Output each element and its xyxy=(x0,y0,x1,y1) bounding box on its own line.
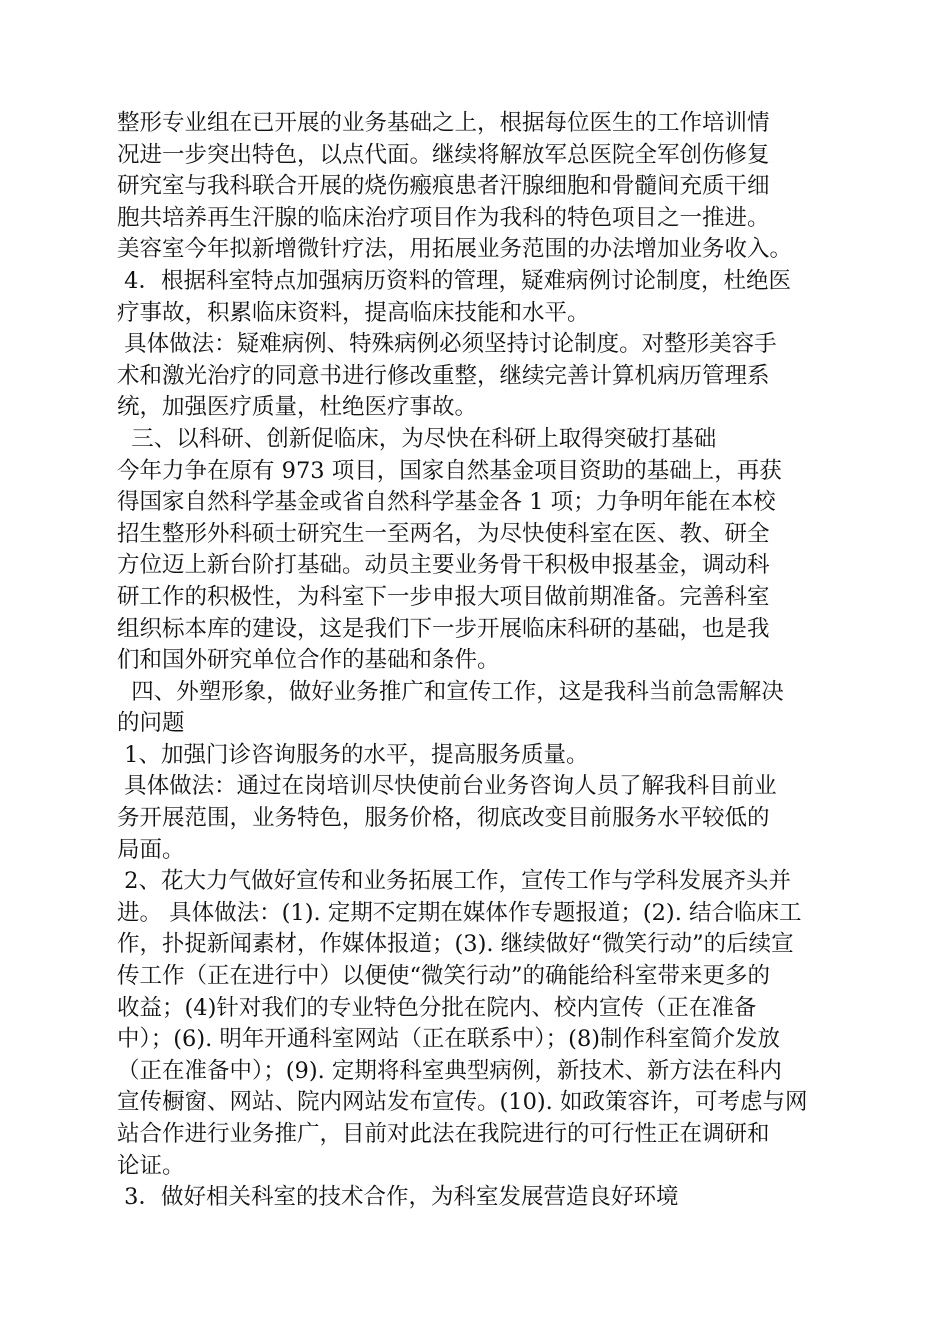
body-line: 2、花大力气做好宣传和业务拓展工作，宣传工作与学科发展齐头并 xyxy=(117,868,791,895)
body-line: 研究室与我科联合开展的烧伤瘢痕患者汗腺细胞和骨髓间充质干细 xyxy=(117,173,770,200)
section-heading-line: 的问题 xyxy=(117,710,185,737)
body-line: 疗事故，积累临床资料，提高临床技能和水平。 xyxy=(117,299,590,326)
body-line: 局面。 xyxy=(117,836,185,863)
document-body xyxy=(117,108,877,1214)
body-line: 况进一步突出特色，以点代面。继续将解放军总医院全军创伤修复 xyxy=(117,141,770,168)
body-line: 研工作的积极性，为科室下一步申报大项目做前期准备。完善科室 xyxy=(117,583,770,610)
body-line: 组织标本库的建设，这是我们下一步开展临床科研的基础，也是我 xyxy=(117,615,770,642)
section-heading-line: 四、外塑形象，做好业务推广和宣传工作，这是我科当前急需解决 xyxy=(117,678,784,705)
body-line: 作，扑捉新闻素材，作媒体报道；(3). 继续做好“微笑行动”的后续宣 xyxy=(117,931,794,958)
body-line: 4．根据科室特点加强病历资料的管理，疑难病例讨论制度，杜绝医 xyxy=(117,267,791,294)
body-line: 具体做法：通过在岗培训尽快使前台业务咨询人员了解我科目前业 xyxy=(117,773,777,800)
body-line: （正在准备中）；(9). 定期将科室典型病例，新技术、新方法在科内 xyxy=(117,1057,782,1084)
body-line: 具体做法：疑难病例、特殊病例必须坚持讨论制度。对整形美容手 xyxy=(117,331,777,358)
body-line: 术和激光治疗的同意书进行修改重整，继续完善计算机病历管理系 xyxy=(117,362,770,389)
body-line: 得国家自然科学基金或省自然科学基金各 1 项；力争明年能在本校 xyxy=(117,489,776,516)
body-line: 传工作（正在进行中）以便使“微笑行动”的确能给科室带来更多的 xyxy=(117,963,771,990)
body-line: 美容室今年拟新增微针疗法，用拓展业务范围的办法增加业务收入。 xyxy=(117,236,793,263)
body-line: 胞共培养再生汗腺的临床治疗项目作为我科的特色项目之一推进。 xyxy=(117,204,770,231)
body-line: 们和国外研究单位合作的基础和条件。 xyxy=(117,647,500,674)
body-line: 站合作进行业务推广，目前对此法在我院进行的可行性正在调研和 xyxy=(117,1121,770,1147)
body-line: 中）；(6). 明年开通科室网站（正在联系中）；(8)制作科室简介发放 xyxy=(117,1026,781,1053)
section-heading-line: 三、以科研、创新促临床，为尽快在科研上取得突破打基础 xyxy=(117,425,717,452)
body-line: 1、加强门诊咨询服务的水平，提高服务质量。 xyxy=(117,741,589,768)
body-line: 3．做好相关科室的技术合作，为科室发展营造良好环境 xyxy=(117,1184,679,1211)
body-line: 论证。 xyxy=(117,1152,185,1179)
body-line: 招生整形外科硕士研究生一至两名，为尽快使科室在医、教、研全 xyxy=(117,520,770,547)
body-line: 整形专业组在已开展的业务基础之上，根据每位医生的工作培训情 xyxy=(117,110,770,136)
body-line: 务开展范围，业务特色，服务价格，彻底改变目前服务水平较低的 xyxy=(117,805,770,832)
body-line: 收益；(4)针对我们的专业特色分批在院内、校内宣传（正在准备 xyxy=(117,994,757,1021)
body-line: 方位迈上新台阶打基础。动员主要业务骨干积极申报基金，调动科 xyxy=(117,552,770,579)
body-line: 统，加强医疗质量，杜绝医疗事故。 xyxy=(117,394,478,421)
body-line: 今年力争在原有 973 项目，国家自然基金项目资助的基础上，再获 xyxy=(117,457,782,484)
body-line: 宣传橱窗、网站、院内网站发布宣传。(10). 如政策容许，可考虑与网 xyxy=(117,1089,808,1116)
body-line: 进。 具体做法：(1). 定期不定期在媒体作专题报道；(2). 结合临床工 xyxy=(117,899,802,926)
